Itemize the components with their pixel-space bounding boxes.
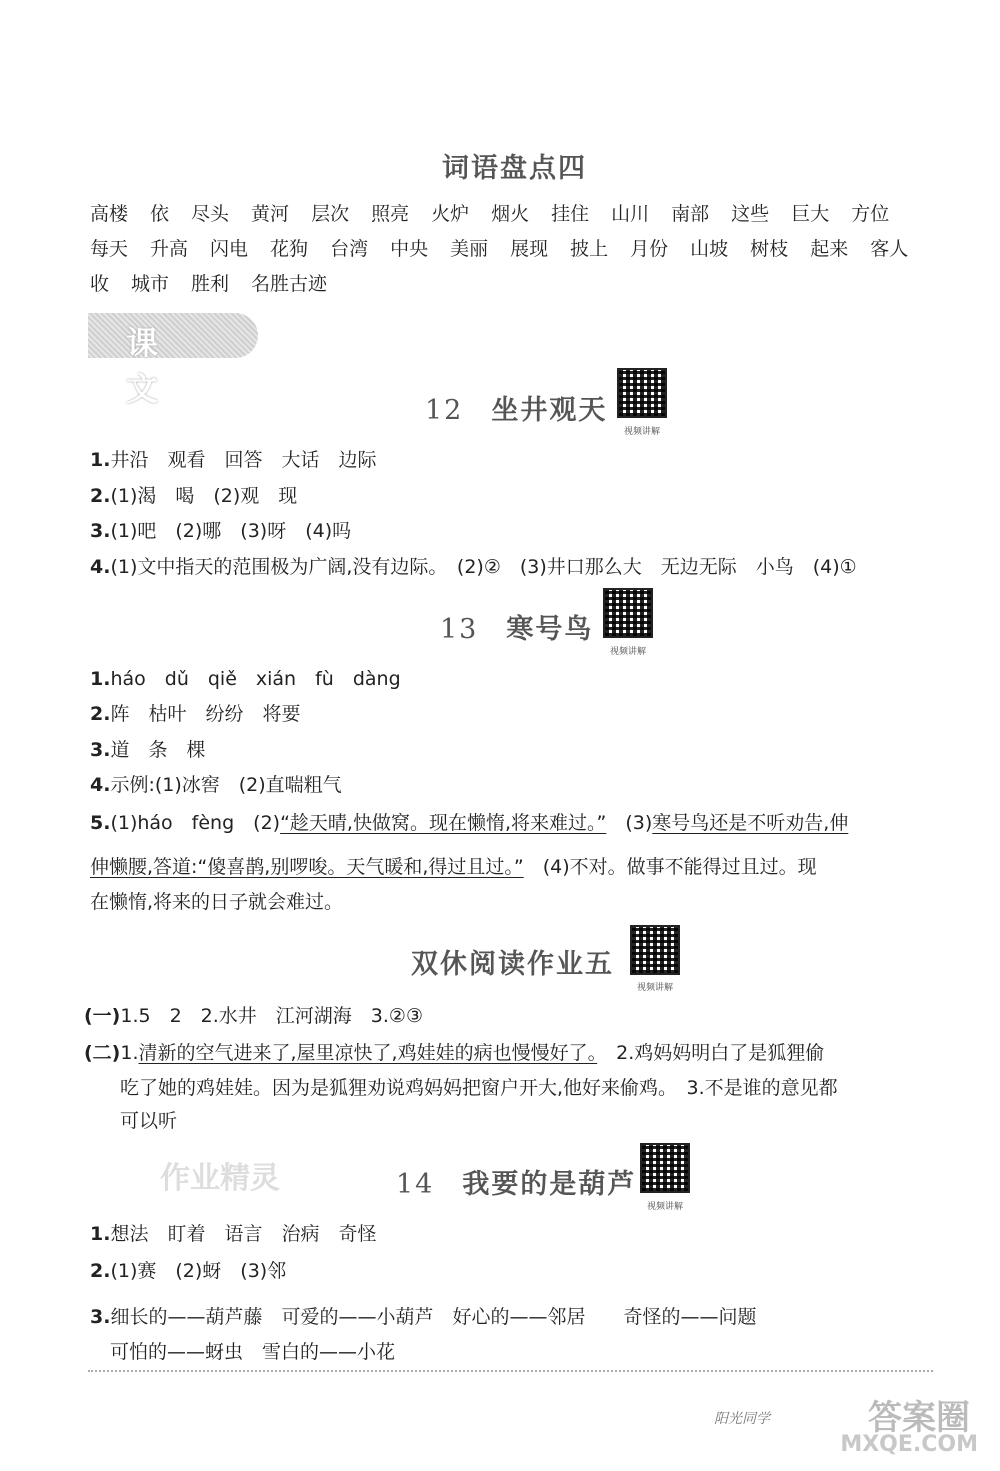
section-banner: [88, 313, 258, 408]
lesson-title: 我要的是葫芦: [462, 1169, 637, 1200]
answer-line: (二)1.清新的空气进来了,屋里凉快了,鸡娃娃的病也慢慢好了。 2.鸡妈妈明白了是狐狸偷: [84, 1042, 825, 1064]
answer-line: 4.示例:(1)冰窖 (2)直喘粗气: [90, 774, 342, 796]
vocab-word: 树枝: [750, 238, 789, 260]
answer-line: 伸懒腰,答道:“傻喜鹊,别啰唆。天气暖和,得过且过。” (4)不对。做事不能得过且过。现: [90, 856, 817, 878]
vocab-word: 月份: [630, 238, 669, 260]
banner-label: 课 文: [126, 324, 193, 408]
vocab-word: 中央: [390, 238, 429, 260]
vocab-word: 客人: [870, 238, 909, 260]
footer-divider: [88, 1370, 933, 1372]
vocab-word: 尽头: [191, 203, 230, 225]
answer-line: 2.(1)赛 (2)蚜 (3)邻: [90, 1260, 287, 1282]
vocab-word: 美丽: [450, 238, 489, 260]
lesson-number: 13: [440, 614, 479, 645]
vocab-word: 披上: [570, 238, 609, 260]
lesson12-heading: [425, 388, 607, 427]
vocab-word: 闪电: [210, 238, 249, 260]
qr-caption: 视频讲解: [609, 647, 646, 657]
watermark-text: 作业精灵: [160, 1161, 280, 1196]
qr-code-icon[interactable]: [640, 1143, 690, 1193]
answer-line: 可怕的——蚜虫 雪白的——小花: [110, 1341, 396, 1363]
qr-code-icon[interactable]: [617, 368, 667, 418]
vocab-word: 层次: [311, 203, 350, 225]
vocab-title: 词语盘点四: [442, 153, 587, 184]
vocab-word: 照亮: [371, 203, 410, 225]
answer-line: 1.háo dǔ qiě xián fù dàng: [90, 668, 401, 690]
vocab-word: 台湾: [330, 238, 369, 260]
answer-line: 1.井沿 观看 回答 大话 边际: [90, 449, 377, 471]
lesson-number: 12: [425, 395, 464, 426]
lesson-number: 14: [396, 1169, 435, 1200]
vocab-word: 方位: [851, 203, 890, 225]
vocab-word: 黄河: [251, 203, 290, 225]
vocab-word: 名胜古迹: [251, 273, 328, 295]
lesson13-heading: [440, 607, 593, 646]
vocab-word: 巨大: [791, 203, 830, 225]
answer-line: 可以听: [120, 1110, 178, 1132]
answer-line: (一)1.5 2 2.水井 江河湖海 3.②③: [84, 1005, 424, 1027]
site-url: MXQE.COM: [840, 1432, 978, 1457]
answer-line: 3.细长的——葫芦藤 可爱的——小葫芦 好心的——邻居 奇怪的——问题: [90, 1306, 757, 1328]
lesson-title: 坐井观天: [491, 395, 608, 426]
answer-line: 5.(1)háo fèng (2)“趁天晴,快做窝。现在懒惰,将来难过。” (3)寒号鸟还是不听劝告,伸: [90, 812, 849, 834]
answer-line: 3.道 条 棵: [90, 739, 206, 761]
lesson14-heading: [396, 1162, 636, 1201]
brand-label: 阳光同学: [714, 1411, 770, 1427]
qr-caption: 视频讲解: [636, 983, 673, 993]
answer-line: 2.阵 枯叶 纷纷 将要: [90, 703, 301, 725]
vocab-word: 展现: [510, 238, 549, 260]
vocab-word: 每天: [90, 238, 129, 260]
vocab-word: 高楼: [90, 203, 129, 225]
answer-line: 在懒惰,将来的日子就会难过。: [90, 891, 344, 913]
qr-caption: 视频讲解: [646, 1202, 683, 1212]
vocab-word: 胜利: [191, 273, 230, 295]
answer-line: 2.(1)渴 喝 (2)观 现: [90, 485, 298, 507]
vocab-word: 起来: [810, 238, 849, 260]
answer-line: 4.(1)文中指天的范围极为广阔,没有边际。 (2)② (3)井口那么大 无边无际 小鸟 (4)①: [90, 556, 857, 578]
qr-code-icon[interactable]: [630, 925, 680, 975]
answer-line: 吃了她的鸡娃娃。因为是狐狸劝说鸡妈妈把窗户开大,他好来偷鸡。 3.不是谁的意见都: [120, 1077, 838, 1099]
vocab-word: 收: [90, 273, 110, 295]
site-logo: 答案圈: [868, 1398, 970, 1438]
vocab-word: 花狗: [270, 238, 309, 260]
answer-line: 3.(1)吧 (2)哪 (3)呀 (4)吗: [90, 520, 352, 542]
vocab-word: 城市: [131, 273, 170, 295]
vocab-word: 升高: [150, 238, 189, 260]
qr-caption: 视频讲解: [623, 427, 660, 437]
lesson-title: 寒号鸟: [506, 614, 594, 645]
vocab-word: 山坡: [690, 238, 729, 260]
vocab-word: 依: [150, 203, 170, 225]
vocab-word: 山川: [611, 203, 650, 225]
reading5-heading: 双休阅读作业五: [411, 949, 614, 980]
vocab-word: 烟火: [491, 203, 530, 225]
vocab-word: 南部: [671, 203, 710, 225]
vocab-list: [90, 197, 950, 302]
qr-code-icon[interactable]: [603, 588, 653, 638]
vocab-word: 这些: [731, 203, 770, 225]
answer-line: 1.想法 盯着 语言 治病 奇怪: [90, 1223, 377, 1245]
vocab-word: 火炉: [431, 203, 470, 225]
vocab-word: 挂住: [551, 203, 590, 225]
